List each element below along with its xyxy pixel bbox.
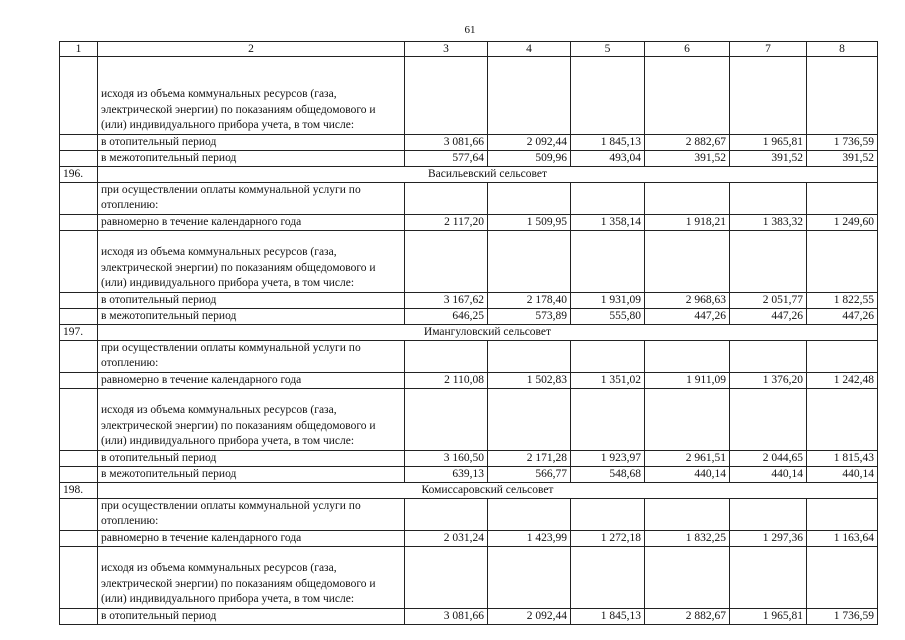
- value-cell: [730, 182, 807, 214]
- value-cell: [405, 182, 488, 214]
- table-row: [60, 546, 878, 608]
- row-label: равномерно в течение календарного года: [98, 530, 405, 546]
- value-cell: 2 092,44: [488, 134, 571, 150]
- value-cell: 1 918,21: [645, 214, 730, 230]
- section-title: Комиссаровский сельсовет: [98, 482, 878, 498]
- value-cell: 3 160,50: [405, 450, 488, 466]
- value-cell: 447,26: [807, 308, 878, 324]
- value-cell: 2 051,77: [730, 292, 807, 308]
- value-cell: [571, 340, 645, 372]
- table-row: [60, 530, 878, 546]
- value-cell: 447,26: [730, 308, 807, 324]
- value-cell: [405, 388, 488, 450]
- value-cell: [730, 546, 807, 608]
- value-cell: [571, 230, 645, 292]
- column-number: 8: [807, 42, 878, 57]
- page-number: 61: [464, 24, 476, 36]
- value-cell: [645, 388, 730, 450]
- table-row: [60, 150, 878, 166]
- value-cell: [807, 388, 878, 450]
- value-cell: [645, 498, 730, 530]
- value-cell: 1 736,59: [807, 608, 878, 624]
- column-number: 3: [405, 42, 488, 57]
- value-cell: 493,04: [571, 150, 645, 166]
- table-row: [60, 372, 878, 388]
- value-cell: 391,52: [645, 150, 730, 166]
- row-label: в межотопительный период: [98, 150, 405, 166]
- value-cell: 646,25: [405, 308, 488, 324]
- value-cell: 1 423,99: [488, 530, 571, 546]
- value-cell: 1 822,55: [807, 292, 878, 308]
- value-cell: [488, 182, 571, 214]
- value-cell: [488, 340, 571, 372]
- row-label: равномерно в течение календарного года: [98, 372, 405, 388]
- value-cell: [807, 546, 878, 608]
- value-cell: [730, 498, 807, 530]
- value-cell: 509,96: [488, 150, 571, 166]
- value-cell: [645, 546, 730, 608]
- table-row: [60, 57, 878, 135]
- column-number: 1: [60, 42, 98, 57]
- row-number-cell: [60, 608, 98, 624]
- value-cell: 555,80: [571, 308, 645, 324]
- column-number: 2: [98, 42, 405, 57]
- value-cell: [807, 182, 878, 214]
- value-cell: [645, 230, 730, 292]
- table-row: [60, 308, 878, 324]
- value-cell: 566,77: [488, 466, 571, 482]
- value-cell: 3 081,66: [405, 134, 488, 150]
- value-cell: 2 117,20: [405, 214, 488, 230]
- value-cell: 577,64: [405, 150, 488, 166]
- row-label: в межотопительный период: [98, 308, 405, 324]
- value-cell: 2 968,63: [645, 292, 730, 308]
- value-cell: 1 736,59: [807, 134, 878, 150]
- table-row: [60, 134, 878, 150]
- table-row: [60, 608, 878, 624]
- value-cell: 1 242,48: [807, 372, 878, 388]
- value-cell: 2 110,08: [405, 372, 488, 388]
- section-title: Имангуловский сельсовет: [98, 324, 878, 340]
- value-cell: 1 923,97: [571, 450, 645, 466]
- value-cell: [645, 57, 730, 135]
- value-cell: 391,52: [730, 150, 807, 166]
- table-row: [60, 388, 878, 450]
- row-number-cell: [60, 292, 98, 308]
- value-cell: [730, 388, 807, 450]
- value-cell: 1 358,14: [571, 214, 645, 230]
- value-cell: 3 081,66: [405, 608, 488, 624]
- table-row: [60, 292, 878, 308]
- value-cell: [405, 498, 488, 530]
- value-cell: [807, 498, 878, 530]
- section-row: [60, 482, 878, 498]
- value-cell: 440,14: [645, 466, 730, 482]
- section-number: 198.: [60, 482, 98, 498]
- column-number: 7: [730, 42, 807, 57]
- value-cell: [807, 340, 878, 372]
- value-cell: [730, 230, 807, 292]
- value-cell: 2 178,40: [488, 292, 571, 308]
- value-cell: [571, 57, 645, 135]
- value-cell: [645, 182, 730, 214]
- value-cell: [488, 498, 571, 530]
- section-number: 196.: [60, 166, 98, 182]
- section-row: [60, 166, 878, 182]
- value-cell: 2 092,44: [488, 608, 571, 624]
- row-label: в межотопительный период: [98, 466, 405, 482]
- value-cell: 1 297,36: [730, 530, 807, 546]
- value-cell: 1 965,81: [730, 134, 807, 150]
- row-number-cell: [60, 230, 98, 292]
- row-number-cell: [60, 530, 98, 546]
- value-cell: [488, 57, 571, 135]
- value-cell: [405, 230, 488, 292]
- value-cell: 2 882,67: [645, 134, 730, 150]
- value-cell: 1 965,81: [730, 608, 807, 624]
- row-number-cell: [60, 308, 98, 324]
- value-cell: 2 171,28: [488, 450, 571, 466]
- table-row: [60, 182, 878, 214]
- row-label: исходя из объема коммунальных ресурсов (газа, электрической энергии) по показаниям общедомового и (или) индивидуального прибора учета, в том числе:: [98, 388, 405, 450]
- value-cell: 548,68: [571, 466, 645, 482]
- row-label: при осуществлении оплаты коммунальной услуги по отоплению:: [98, 340, 405, 372]
- value-cell: [488, 546, 571, 608]
- value-cell: 440,14: [730, 466, 807, 482]
- value-cell: 1 832,25: [645, 530, 730, 546]
- row-label: при осуществлении оплаты коммунальной услуги по отоплению:: [98, 182, 405, 214]
- value-cell: 1 931,09: [571, 292, 645, 308]
- row-label: в отопительный период: [98, 450, 405, 466]
- row-number-cell: [60, 214, 98, 230]
- row-label: исходя из объема коммунальных ресурсов (газа, электрической энергии) по показаниям общедомового и (или) индивидуального прибора учета, в том числе:: [98, 57, 405, 135]
- table-row: [60, 340, 878, 372]
- row-label: исходя из объема коммунальных ресурсов (газа, электрической энергии) по показаниям общедомового и (или) индивидуального прибора учета, в том числе:: [98, 546, 405, 608]
- value-cell: 1 815,43: [807, 450, 878, 466]
- table-body: [60, 42, 878, 625]
- value-cell: 1 163,64: [807, 530, 878, 546]
- value-cell: [488, 230, 571, 292]
- row-number-cell: [60, 466, 98, 482]
- value-cell: 1 845,13: [571, 134, 645, 150]
- row-label: в отопительный период: [98, 608, 405, 624]
- value-cell: 1 845,13: [571, 608, 645, 624]
- section-row: [60, 324, 878, 340]
- row-number-cell: [60, 498, 98, 530]
- table-row: [60, 230, 878, 292]
- value-cell: 1 509,95: [488, 214, 571, 230]
- value-cell: [405, 340, 488, 372]
- value-cell: [730, 340, 807, 372]
- section-title: Васильевский сельсовет: [98, 166, 878, 182]
- value-cell: 2 882,67: [645, 608, 730, 624]
- value-cell: [488, 388, 571, 450]
- value-cell: 3 167,62: [405, 292, 488, 308]
- row-label: в отопительный период: [98, 292, 405, 308]
- table-row: [60, 466, 878, 482]
- value-cell: [405, 546, 488, 608]
- value-cell: 1 272,18: [571, 530, 645, 546]
- row-label: при осуществлении оплаты коммунальной услуги по отоплению:: [98, 498, 405, 530]
- value-cell: 391,52: [807, 150, 878, 166]
- value-cell: 2 961,51: [645, 450, 730, 466]
- value-cell: 1 502,83: [488, 372, 571, 388]
- row-number-cell: [60, 57, 98, 135]
- row-number-cell: [60, 372, 98, 388]
- value-cell: 573,89: [488, 308, 571, 324]
- table-row: [60, 214, 878, 230]
- value-cell: 1 249,60: [807, 214, 878, 230]
- value-cell: 639,13: [405, 466, 488, 482]
- row-label: в отопительный период: [98, 134, 405, 150]
- row-number-cell: [60, 546, 98, 608]
- row-label: исходя из объема коммунальных ресурсов (газа, электрической энергии) по показаниям общедомового и (или) индивидуального прибора учета, в том числе:: [98, 230, 405, 292]
- section-number: 197.: [60, 324, 98, 340]
- value-cell: 2 044,65: [730, 450, 807, 466]
- row-number-cell: [60, 388, 98, 450]
- value-cell: [730, 57, 807, 135]
- value-cell: [571, 182, 645, 214]
- row-number-cell: [60, 134, 98, 150]
- value-cell: [571, 546, 645, 608]
- value-cell: 1 376,20: [730, 372, 807, 388]
- value-cell: 440,14: [807, 466, 878, 482]
- value-cell: 1 911,09: [645, 372, 730, 388]
- value-cell: [807, 57, 878, 135]
- value-cell: 1 351,02: [571, 372, 645, 388]
- value-cell: 2 031,24: [405, 530, 488, 546]
- tariff-table: [59, 41, 878, 625]
- table-row: [60, 450, 878, 466]
- row-number-cell: [60, 450, 98, 466]
- table-row: [60, 498, 878, 530]
- row-number-cell: [60, 150, 98, 166]
- row-number-cell: [60, 182, 98, 214]
- row-number-cell: [60, 340, 98, 372]
- value-cell: [405, 57, 488, 135]
- row-label: равномерно в течение календарного года: [98, 214, 405, 230]
- value-cell: [571, 498, 645, 530]
- value-cell: [807, 230, 878, 292]
- column-number: 4: [488, 42, 571, 57]
- value-cell: [645, 340, 730, 372]
- column-number: 6: [645, 42, 730, 57]
- column-number: 5: [571, 42, 645, 57]
- column-number-row: [60, 42, 878, 57]
- value-cell: [571, 388, 645, 450]
- value-cell: 447,26: [645, 308, 730, 324]
- value-cell: 1 383,32: [730, 214, 807, 230]
